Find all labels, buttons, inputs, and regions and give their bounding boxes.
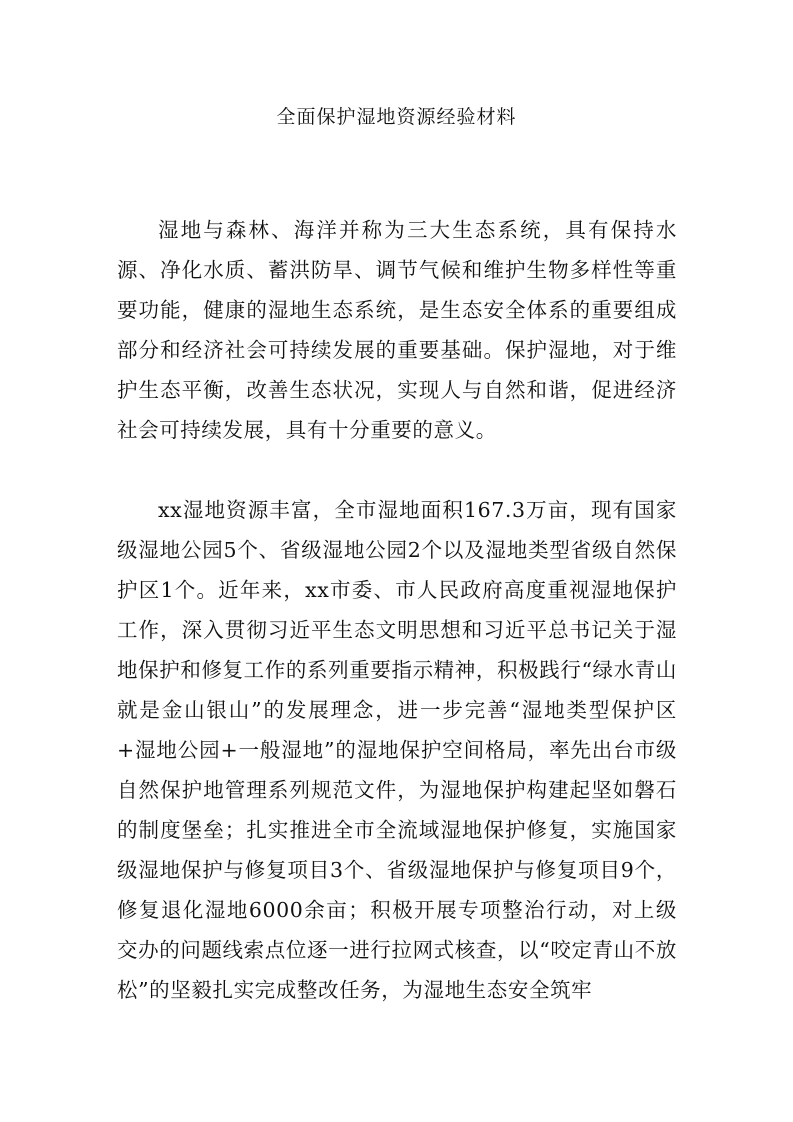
- body-paragraph-1: 湿地与森林、海洋并称为三大生态系统，具有保持水源、净化水质、蓄洪防旱、调节气候和维护生物多样性等重要功能，健康的湿地生态系统，是生态安全体系的重要组成部分和经济社会可持续发展的重要基础。保护湿地，对于维护生态平衡，改善生态状况，实现人与自然和谐，促进经济社会可持续发展，具有十分重要的意义。: [117, 218, 677, 442]
- body-paragraph-2: xx湿地资源丰富，全市湿地面积167.3万亩，现有国家级湿地公园5个、省级湿地公园2个以及湿地类型省级自然保护区1个。近年来，xx市委、市人民政府高度重视湿地保护工作，深入贯彻习近平生态文明思想和习近平总书记关于湿地保护和修复工作的系列重要指示精神，积极践行“绿水青山就是金山银山”的发展理念，进一步完善“湿地类型保护区+湿地公园+一般湿地”的湿地保护空间格局，率先出台市级自然保护地管理系列规范文件，为湿地保护构建起坚如磐石的制度堡垒；扎实推进全市全流域湿地保护修复，实施国家级湿地保护与修复项目3个、省级湿地保护与修复项目9个，修复退化湿地6000余亩；积极开展专项整治行动，对上级交办的问题线索点位逐一进行拉网式核查，以“咬定青山不放松”的坚毅扎实完成整改任务，为湿地生态安全筑牢: [117, 498, 677, 1002]
- document-title: 全面保护湿地资源经验材料: [276, 106, 517, 128]
